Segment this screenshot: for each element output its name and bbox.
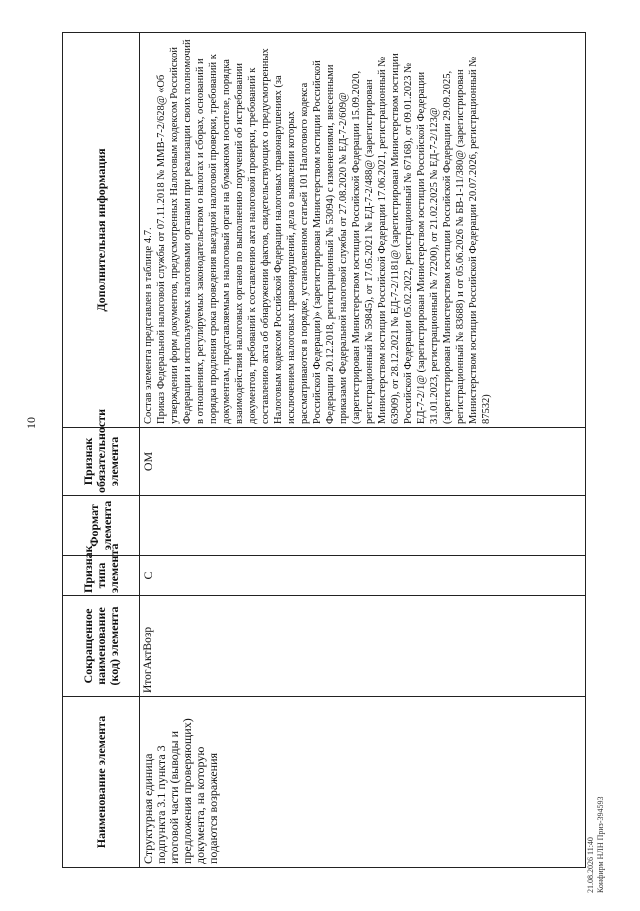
- print-timestamp: 21.08.2026 11:40: [586, 837, 595, 893]
- info-paragraph-table-ref: Состав элемента представлен в таблице 4.7.: [143, 227, 154, 424]
- print-document-id: Конфирм НЛН Приз-394593: [596, 796, 605, 893]
- header-element-code: Сокращенное наименование (код) элемента: [63, 596, 140, 697]
- table-row: [140, 33, 586, 868]
- info-paragraph-order: Приказ Федеральной налоговой службы от 07.11.2018 № ММВ-7-2/628@ «Об утверждении форм документов, предусмотренных Налоговым кодексом Российской Федерации и используемых налоговыми органами при реализации своих полномочий в отношениях, регулируемых законодательством о налогах и сборах, оснований и порядка продления срока проведения выездной налоговой проверки, требований к документам, представляемым в налоговый орган на бумажном носителе, порядка взаимодействия налоговых органов по выполнению поручений об истребовании документов, требований к составлению акта налоговой проверки, требований к составлению акта об обнаружении фактов, свидетельствующих о предусмотренных Налоговым кодексом Российской Федерации налоговых правонарушениях (за исключением налоговых правонарушений, дела о выявлении которых рассматриваются в порядке, установленном статьей 101 Налогового кодекса Российской Федерации)» (зарегистрирован Министерством юстиции Российской Федерации 20.12.2018, регистрационный № 53094) с изменениями, внесенными приказами Федеральной налоговой службы от 27.08.2020 № ЕД-7-2/609@ (зарегистрирован Министерством юстиции Российской Федерации 15.09.2020, регистрационный № 59845), от 17.05.2021 № ЕД-7-2/488@ (зарегистрирован Министерством юстиции Российской Федерации 17.06.2021, регистрационный № 63909), от 28.12.2021 № ЕД-7-2/1181@ (зарегистрирован Министерством юстиции Российской Федерации 05.02.2022, регистрационный № 67168), от 09.01.2023 № ЕД-7-2/1@ (зарегистрирован Министерством юстиции Российской Федерации 31.01.2023, регистрационный № 72200), от 21.02.2025 № ЕД-7-2/123@ (зарегистрирован Министерством юстиции Российской Федерации 29.09.2025, регистрационный № 83688) и от 05.06.2026 № БВ-1-11/380@ (зарегистрирован Министерством юстиции Российской Федерации 20.07.2026, регистрационный № 87532): [156, 39, 492, 424]
- header-element-type: Признак типа элемента: [63, 556, 140, 596]
- page-number: 10: [24, 417, 38, 429]
- header-element-format: Формат элемента: [63, 496, 140, 556]
- cell-element-code: ИтогАктВозр: [140, 596, 586, 697]
- cell-additional-info: [140, 33, 586, 428]
- cell-element-name: Структурная единица подпункта 3.1 пункта 3 итоговой части (выводы и предложения проверяющих) документа, на которую подаются возражения: [140, 697, 586, 868]
- cell-element-type: С: [140, 556, 586, 596]
- table-header-row: [63, 33, 140, 868]
- header-additional-info: Дополнительная информация: [63, 33, 140, 428]
- header-element-required: Признак обязательности элемента: [63, 428, 140, 496]
- elements-table: [62, 32, 586, 868]
- print-stamp: [586, 733, 606, 893]
- cell-element-format: [140, 496, 586, 556]
- cell-element-required: ОМ: [140, 428, 586, 496]
- header-element-name: Наименование элемента: [63, 697, 140, 868]
- rotated-table-container: [62, 33, 586, 868]
